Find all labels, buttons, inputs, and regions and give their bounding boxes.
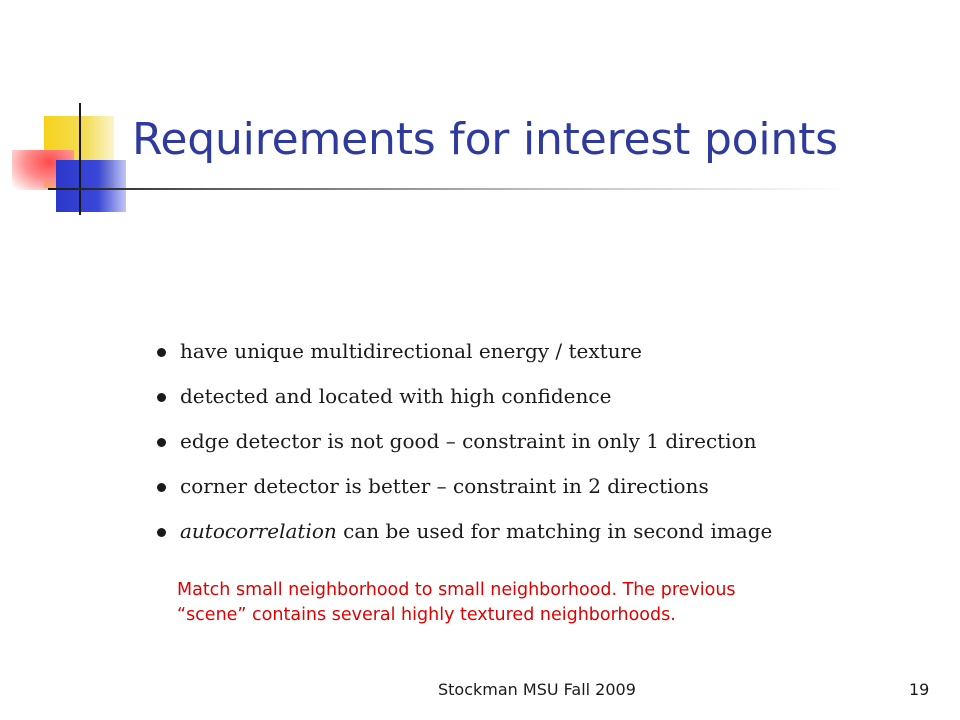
bullet-item bbox=[154, 426, 772, 471]
slide-title: Requirements for interest points bbox=[132, 114, 838, 165]
bullet-dot-icon bbox=[157, 348, 166, 357]
page-number: 19 bbox=[909, 680, 930, 699]
bullet-item bbox=[154, 471, 772, 516]
bullet-dot-icon bbox=[157, 528, 166, 537]
bullet-item bbox=[154, 516, 772, 561]
slide-footer: Stockman MSU Fall 2009 bbox=[438, 680, 636, 699]
bullet-text: edge detector is not good – constraint in only 1 direction bbox=[180, 429, 757, 453]
bullet-item bbox=[154, 381, 772, 426]
logo-blue-square bbox=[56, 160, 126, 212]
title-underline bbox=[48, 188, 848, 190]
logo-vertical-line bbox=[79, 103, 81, 215]
bullet-dot-icon bbox=[157, 393, 166, 402]
bullet-item bbox=[154, 336, 772, 381]
bullet-list bbox=[154, 336, 772, 561]
slide-logo-decoration bbox=[0, 0, 140, 230]
bullet-text: corner detector is better – constraint in 2 directions bbox=[180, 474, 709, 498]
bullet-text: have unique multidirectional energy / texture bbox=[180, 339, 642, 363]
bullet-text: detected and located with high confidence bbox=[180, 384, 612, 408]
bullet-dot-icon bbox=[157, 438, 166, 447]
bullet-text: can be used for matching in second image bbox=[336, 519, 773, 543]
bullet-italic-term: autocorrelation bbox=[180, 519, 337, 543]
slide-note: Match small neighborhood to small neighborhood. The previous “scene” contains several highly textured neighborhoods. bbox=[177, 580, 736, 625]
bullet-dot-icon bbox=[157, 483, 166, 492]
